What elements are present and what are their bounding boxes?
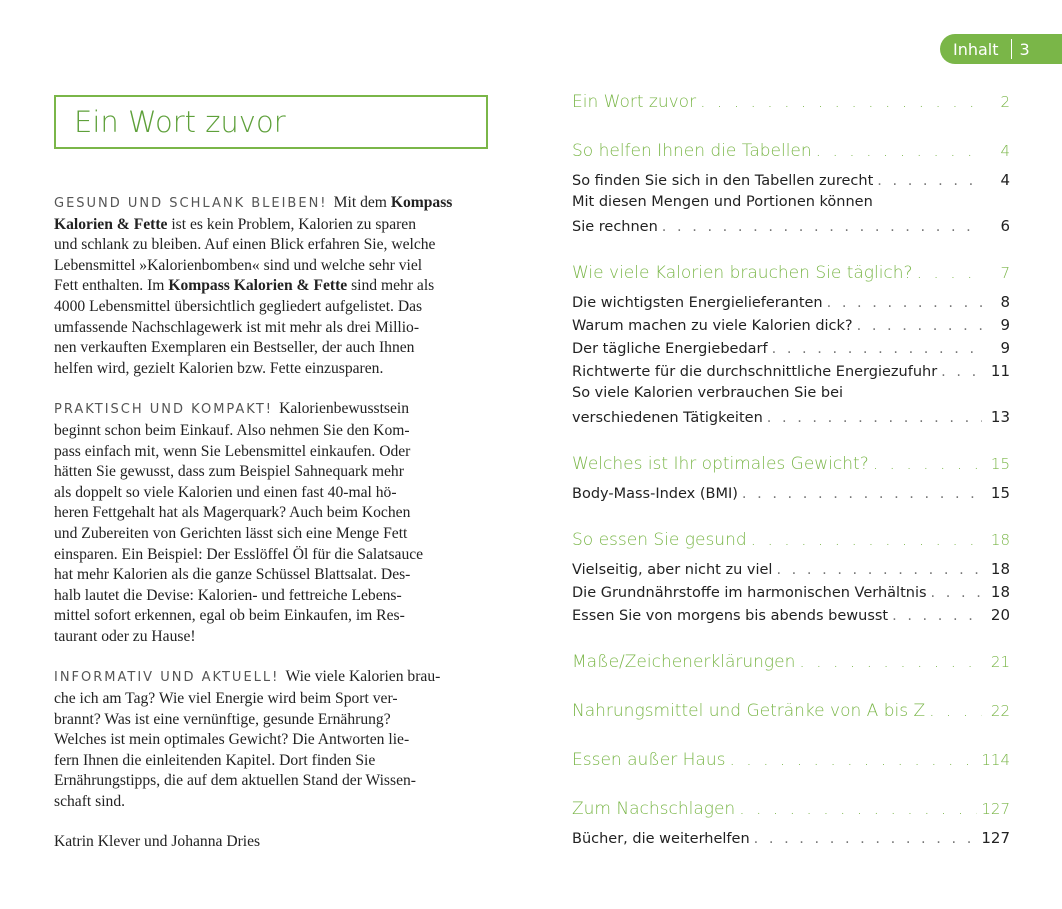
toc-page-number: 21 — [990, 653, 1010, 671]
toc-chapter[interactable] — [572, 701, 1010, 727]
text: brannt? Was ist eine vernünftige, gesunde Ernährung? — [54, 710, 391, 728]
text: ist es kein Problem, Kalorien zu sparen — [167, 215, 417, 233]
toc-leader-dots — [917, 263, 982, 283]
text: sind mehr als — [347, 277, 435, 295]
text-line — [54, 606, 490, 627]
toc-page-number: 4 — [1000, 171, 1010, 189]
toc-entry[interactable] — [572, 583, 1010, 606]
toc-leader-dots — [799, 652, 982, 672]
bold-text: Kompass Kalorien & Fette — [168, 277, 348, 295]
section-tab — [940, 34, 1062, 64]
text: beginnt schon beim Einkauf. Also nehmen Sie den Kom- — [54, 421, 410, 439]
toc-page-number: 11 — [990, 362, 1010, 380]
toc-leader-dots — [941, 364, 982, 380]
toc-chapter[interactable] — [572, 141, 1010, 167]
text: pass einfach mit, wenn Sie Lebensmittel einkaufen. Oder — [54, 442, 411, 460]
toc-leader-dots — [776, 562, 982, 578]
text-line — [54, 399, 490, 421]
toc-title: Wie viele Kalorien brauchen Sie täglich? — [572, 263, 913, 283]
toc-entry[interactable] — [572, 560, 1010, 583]
toc-page-number: 22 — [990, 702, 1010, 720]
toc-entry[interactable] — [572, 408, 1010, 431]
text: einsparen. Ein Beispiel: Der Esslöffel Öl für die Salatsauce — [54, 545, 424, 563]
toc-page-number: 6 — [1000, 217, 1010, 235]
table-of-contents — [572, 92, 1010, 852]
section-tab-divider — [1011, 39, 1012, 59]
text-line — [54, 667, 490, 689]
toc-leader-dots — [767, 410, 982, 426]
toc-title: Richtwerte für die durchschnittliche Energiezufuhr — [572, 364, 938, 380]
toc-leader-dots — [857, 318, 982, 334]
text: Ernährungstipps, die auf dem aktuellen Stand der Wissen- — [54, 772, 416, 790]
toc-title: So essen Sie gesund — [572, 530, 747, 550]
toc-title: Welches ist Ihr optimales Gewicht? — [572, 454, 869, 474]
paragraph-lead-in: GESUND UND SCHLANK BLEIBEN! — [54, 196, 334, 211]
toc-leader-dots — [892, 608, 982, 624]
toc-page-number: 8 — [1000, 293, 1010, 311]
text: und Zubereiten von Gerichten lässt sich eine Menge Fett — [54, 524, 408, 542]
text-line — [54, 235, 490, 256]
toc-title: Essen außer Haus — [572, 750, 726, 770]
toc-title: Die wichtigsten Energielieferanten — [572, 295, 823, 311]
text-line — [54, 689, 490, 710]
toc-chapter[interactable] — [572, 530, 1010, 556]
toc-leader-dots — [742, 486, 982, 502]
toc-page-number: 18 — [990, 531, 1010, 549]
section-tab-label: Inhalt — [953, 39, 999, 59]
text: Wie viele Kalorien brau- — [285, 668, 441, 686]
text: 4000 Lebensmittel übersichtlich gegliedert aufgelistet. Das — [54, 297, 423, 315]
text: hat mehr Kalorien als die ganze Schüssel Blattsalat. Des- — [54, 566, 411, 584]
toc-title: Zum Nachschlagen — [572, 799, 736, 819]
text: halb lautet die Devise: Kalorien- und fettreiche Lebens- — [54, 586, 402, 604]
toc-title: verschiedenen Tätigkeiten — [572, 410, 763, 426]
toc-page-number: 127 — [981, 829, 1010, 847]
toc-leader-dots — [700, 92, 982, 112]
toc-entry-line: Mit diesen Mengen und Portionen können — [572, 194, 873, 210]
text-line — [54, 524, 490, 545]
foreword-title: Ein Wort zuvor — [74, 105, 286, 139]
toc-chapter[interactable] — [572, 263, 1010, 289]
toc-chapter[interactable] — [572, 750, 1010, 776]
text-line — [54, 297, 490, 318]
text: schaft sind. — [54, 793, 126, 811]
toc-entry[interactable] — [572, 316, 1010, 339]
toc-page-number: 15 — [990, 455, 1010, 473]
text: mittel sofort erkennen, egal ob beim Einkaufen, im Res- — [54, 607, 405, 625]
bold-text: Kalorien & Fette — [54, 215, 168, 233]
text: Mit dem — [333, 194, 391, 211]
text-line — [54, 359, 490, 380]
toc-page-number: 7 — [1000, 264, 1010, 282]
toc-page-number: 9 — [1000, 316, 1010, 334]
text: che ich am Tag? Wie viel Energie wird beim Sport ver- — [54, 690, 398, 708]
toc-entry[interactable] — [572, 293, 1010, 316]
text-line — [54, 545, 490, 566]
toc-leader-dots — [873, 454, 982, 474]
toc-leader-dots — [929, 701, 982, 721]
toc-title: Essen Sie von morgens bis abends bewusst — [572, 608, 889, 624]
paragraph-lead-in: INFORMATIV UND AKTUELL! — [54, 670, 286, 686]
foreword-text — [54, 193, 490, 851]
toc-entry-line: So viele Kalorien verbrauchen Sie bei — [572, 385, 844, 401]
toc-leader-dots — [931, 585, 982, 601]
toc-entry[interactable] — [572, 484, 1010, 507]
toc-title: So finden Sie sich in den Tabellen zurecht — [572, 173, 874, 189]
toc-leader-dots — [662, 219, 982, 235]
toc-entry[interactable] — [572, 171, 1010, 194]
toc-entry[interactable] — [572, 606, 1010, 629]
toc-title: Die Grundnährstoffe im harmonischen Verhältnis — [572, 585, 927, 601]
toc-title: Warum machen zu viele Kalorien dick? — [572, 318, 853, 334]
text-line — [54, 338, 490, 359]
text-line — [54, 256, 490, 277]
foreword-paragraph — [54, 399, 490, 647]
text: hätten Sie gewusst, dass zum Beispiel Sahnequark mehr — [54, 463, 404, 481]
toc-chapter[interactable] — [572, 652, 1010, 678]
text-line — [54, 462, 490, 483]
text-line — [54, 730, 490, 751]
authors-signature: Katrin Klever und Johanna Dries — [54, 832, 261, 850]
text-line — [54, 503, 490, 524]
toc-page-number: 9 — [1000, 339, 1010, 357]
toc-leader-dots — [772, 341, 982, 357]
toc-leader-dots — [877, 173, 982, 189]
text: nen verkauften Exemplaren ein Bestseller, der auch Ihnen — [54, 339, 415, 357]
text: Welches ist mein optimales Gewicht? Die Antworten lie- — [54, 731, 410, 749]
toc-title: So helfen Ihnen die Tabellen — [572, 141, 812, 161]
foreword-title-box — [54, 95, 488, 149]
text-line — [54, 565, 490, 586]
text: Fett enthalten. Im — [54, 277, 169, 295]
text-line — [54, 215, 490, 236]
toc-title: Nahrungsmittel und Getränke von A bis Z — [572, 701, 926, 721]
text: heren Fettgehalt hat als Magerquark? Auch beim Kochen — [54, 504, 411, 522]
toc-leader-dots — [827, 295, 982, 311]
text: als doppelt so viele Kalorien und einen fast 40-mal hö- — [54, 483, 397, 501]
text-line — [54, 193, 490, 215]
paragraph-lead-in: PRAKTISCH UND KOMPAKT! — [54, 402, 280, 418]
toc-title: Body-Mass-Index (BMI) — [572, 486, 738, 502]
toc-chapter[interactable] — [572, 92, 1010, 118]
toc-page-number: 4 — [1000, 142, 1010, 160]
toc-title: Vielseitig, aber nicht zu viel — [572, 562, 773, 578]
toc-page-number: 18 — [990, 560, 1010, 578]
toc-title: Sie rechnen — [572, 219, 658, 235]
toc-entry[interactable] — [572, 217, 1010, 240]
toc-page-number: 127 — [981, 800, 1010, 818]
toc-leader-dots — [751, 530, 982, 550]
bold-text: Kompass — [390, 194, 453, 211]
toc-page-number: 114 — [981, 751, 1010, 769]
text: fern Ihnen die einleitenden Kapitel. Dort finden Sie — [54, 751, 376, 769]
text: und schlank zu bleiben. Auf einen Blick erfahren Sie, welche — [54, 236, 436, 254]
toc-leader-dots — [754, 831, 978, 847]
text-line — [54, 276, 490, 297]
text-line — [54, 318, 490, 339]
toc-page-number: 15 — [990, 484, 1010, 502]
toc-page-number: 20 — [990, 606, 1010, 624]
toc-title: Maße/Zeichenerklärungen — [572, 652, 796, 672]
text: taurant oder zu Hause! — [54, 627, 196, 645]
text-line — [54, 421, 490, 442]
toc-title: Bücher, die weiterhelfen — [572, 831, 750, 847]
text-line — [54, 442, 490, 463]
toc-leader-dots — [729, 750, 977, 770]
foreword-paragraph — [54, 667, 490, 812]
text-line — [54, 627, 490, 648]
toc-title: Ein Wort zuvor — [572, 92, 697, 112]
text-line — [54, 792, 490, 813]
toc-entry[interactable] — [572, 339, 1010, 362]
foreword-paragraph — [54, 193, 490, 379]
toc-page-number: 2 — [1000, 93, 1010, 111]
text: Lebensmittel »Kalorienbomben« sind und welche sehr viel — [54, 256, 423, 274]
text: Kalorienbewusstsein — [279, 400, 410, 418]
toc-chapter[interactable] — [572, 454, 1010, 480]
text-line — [54, 710, 490, 731]
text-line — [54, 751, 490, 772]
toc-entry[interactable] — [572, 829, 1010, 852]
text-line — [54, 586, 490, 607]
toc-page-number: 13 — [990, 408, 1010, 426]
toc-leader-dots — [739, 799, 977, 819]
toc-chapter[interactable] — [572, 799, 1010, 825]
toc-page-number: 18 — [990, 583, 1010, 601]
text-line — [54, 483, 490, 504]
text-line — [54, 771, 490, 792]
text: helfen wird, gezielt Kalorien bzw. Fette einzusparen. — [54, 359, 384, 377]
toc-title: Der tägliche Energiebedarf — [572, 341, 768, 357]
page-number: 3 — [1019, 39, 1030, 59]
toc-entry[interactable] — [572, 362, 1010, 385]
text: umfassende Nachschlagewerk ist mit mehr als drei Millio- — [54, 318, 420, 336]
toc-leader-dots — [816, 141, 982, 161]
